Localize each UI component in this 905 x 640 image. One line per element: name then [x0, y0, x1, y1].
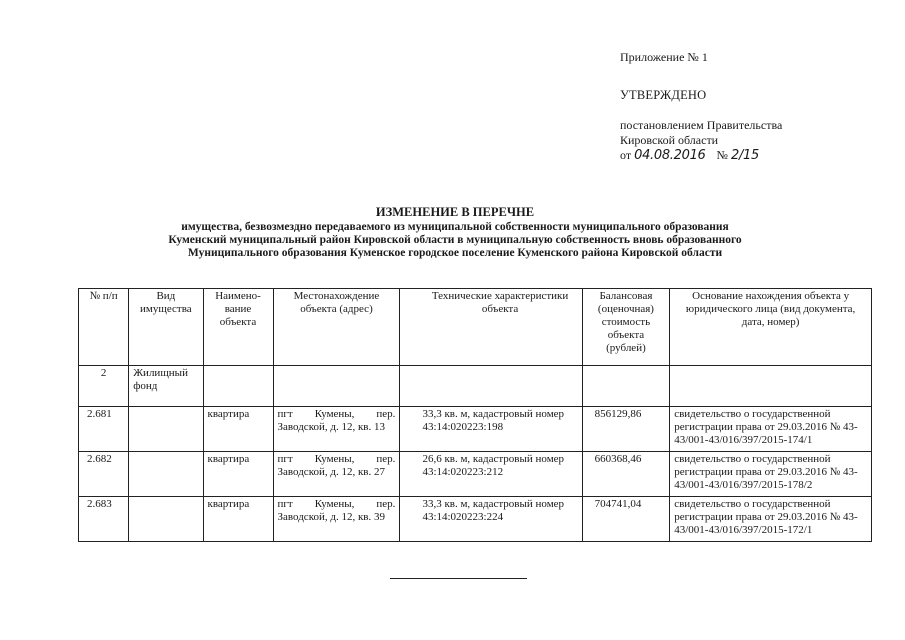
row-tech-cell: 26,6 кв. м, кадастровый номер 43:14:020223:212 [400, 452, 582, 497]
row-location-cell: пгт Кумены, пер. Заводской, д. 12, кв. 27 [273, 452, 400, 497]
row-number-cell: 2.682 [79, 452, 129, 497]
row-tech-cell: 33,3 кв. м, кадастровый номер 43:14:020223:224 [400, 497, 582, 542]
group-number-cell: 2 [79, 366, 129, 407]
column-header-tech: Технические характеристики объекта [400, 289, 582, 366]
row-name-cell: квартира [203, 497, 273, 542]
document-title: ИЗМЕНЕНИЕ В ПЕРЕЧНЕ [375, 205, 535, 219]
document-heading [60, 206, 850, 260]
row-name-cell: квартира [203, 452, 273, 497]
empty-cell [400, 366, 582, 407]
property-list-table [78, 288, 872, 542]
handwritten-number: 2/15 [730, 148, 759, 163]
heading-line-1: имущества, безвозмездно передаваемого из муниципальной собственности муниципального образования [181, 221, 729, 233]
column-header-number: № п/п [79, 289, 129, 366]
empty-cell [582, 366, 670, 407]
row-tech-cell: 33,3 кв. м, кадастровый номер 43:14:020223:198 [400, 407, 582, 452]
decree-region-line: Кировской области [620, 133, 719, 147]
row-kind-cell [129, 497, 203, 542]
row-location-cell: пгт Кумены, пер. Заводской, д. 12, кв. 13 [273, 407, 400, 452]
decree-date-line [620, 148, 890, 163]
empty-cell [273, 366, 400, 407]
row-kind-cell [129, 452, 203, 497]
table-row [79, 497, 872, 542]
empty-cell [203, 366, 273, 407]
column-header-location: Местонахождение объекта (адрес) [273, 289, 400, 366]
approved-label: УТВЕРЖДЕНО [620, 88, 707, 102]
row-location-cell: пгт Кумены, пер. Заводской, д. 12, кв. 39 [273, 497, 400, 542]
footer-divider [390, 578, 527, 579]
table-header-row [79, 289, 872, 366]
heading-line-3: Муниципального образования Куменское городское поселение Куменского района Кировской области [187, 247, 723, 259]
row-basis-cell: свидетельство о государственной регистрации права от 29.03.2016 № 43-43/001-43/016/397/2015-178/2 [670, 452, 872, 497]
table-row [79, 407, 872, 452]
row-number-cell: 2.683 [79, 497, 129, 542]
row-number-cell: 2.681 [79, 407, 129, 452]
row-balance-cell: 660368,46 [582, 452, 670, 497]
appendix-number: Приложение № 1 [620, 50, 708, 64]
group-kind-cell: Жилищный фонд [129, 366, 203, 407]
row-kind-cell [129, 407, 203, 452]
empty-cell [670, 366, 872, 407]
row-balance-cell: 704741,04 [582, 497, 670, 542]
row-basis-cell: свидетельство о государственной регистрации права от 29.03.2016 № 43-43/001-43/016/397/2015-172/1 [670, 497, 872, 542]
approval-header [620, 50, 890, 163]
handwritten-date: 04.08.2016 [634, 148, 706, 163]
table-group-row [79, 366, 872, 407]
column-header-name: Наимено-вание объекта [203, 289, 273, 366]
decree-issuer-line: постановлением Правительства [620, 118, 783, 132]
row-basis-cell: свидетельство о государственной регистрации права от 29.03.2016 № 43-43/001-43/016/397/2015-174/1 [670, 407, 872, 452]
number-prefix: № [716, 148, 728, 162]
column-header-kind: Вид имущества [129, 289, 203, 366]
column-header-basis: Основание нахождения объекта у юридического лица (вид документа, дата, номер) [670, 289, 872, 366]
row-name-cell: квартира [203, 407, 273, 452]
column-header-balance: Балансовая (оценочная) стоимость объекта (рублей) [582, 289, 670, 366]
date-prefix: от [620, 148, 632, 162]
row-balance-cell: 856129,86 [582, 407, 670, 452]
heading-line-2: Куменский муниципальный район Кировской области в муниципальную собственность вновь образованного [168, 234, 742, 246]
table-row [79, 452, 872, 497]
